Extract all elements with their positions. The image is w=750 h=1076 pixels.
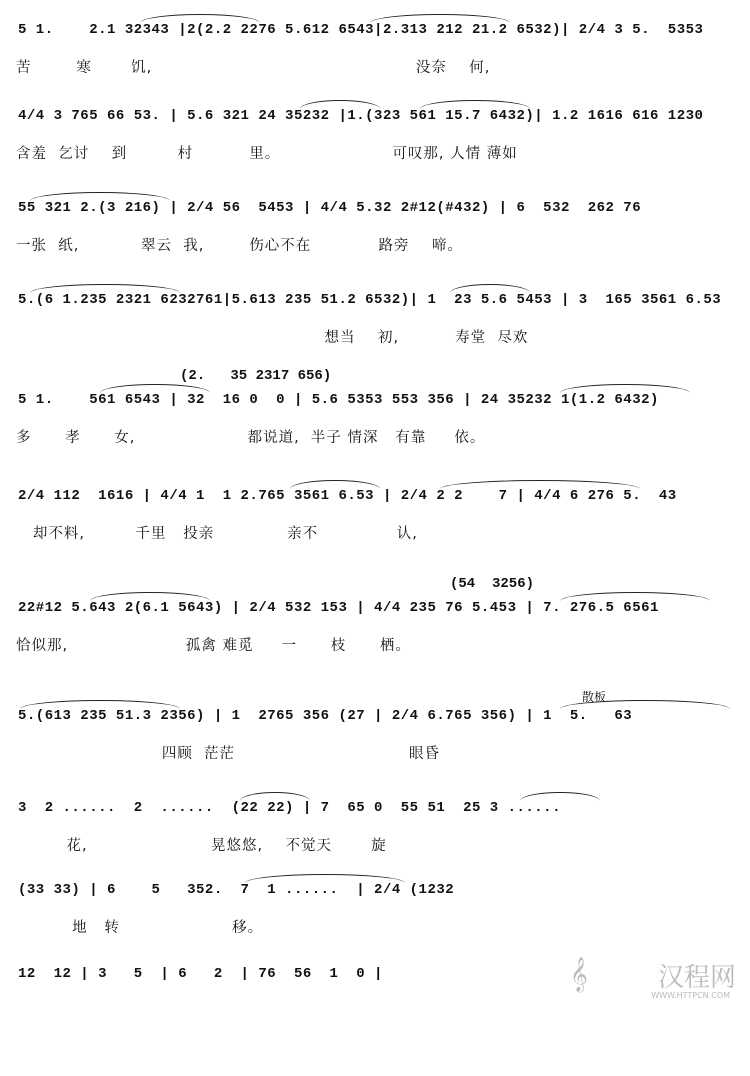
notation-line: 55 321 2.(3 216) | 2/4 56 5453 | 4/4 5.32 2#12(#432) | 6 532 262 76 — [18, 200, 642, 216]
notation-line: 12 12 | 3 5 | 6 2 | 76 56 1 0 | — [18, 966, 383, 982]
lyric-line: 一张 纸, 翠云 我, 伤心不在 路旁 啼。 — [16, 238, 463, 254]
lyric-line: 四顾 茫茫 眼昏 — [16, 746, 440, 762]
lyric-line: 却不料, 千里 投亲 亲不 认, — [16, 526, 418, 542]
watermark-url: WWW.HTTPCN.COM — [651, 991, 730, 1000]
instrumental-interlude: (2. 35 2317 656) — [180, 368, 332, 384]
lyric-line: 含羞 乞讨 到 村 里。 可叹那, 人情 薄如 — [16, 146, 518, 162]
lyric-line: 想当 初, 寿堂 尽欢 — [16, 330, 529, 346]
notation-line: 5.(613 235 51.3 2356) | 1 2765 356 (27 | 2/4 6.765 356) | 1 5. 63 — [18, 708, 633, 724]
notation-line: 2/4 112 1616 | 4/4 1 1 2.765 3561 6.53 | 2/4 2 2 7 | 4/4 6 276 5. 43 — [18, 488, 677, 504]
lyric-line: 多 孝 女, 都说道, 半子 情深 有靠 依。 — [16, 430, 486, 446]
treble-clef-icon: 𝄞 — [570, 957, 588, 992]
notation-line: 5 1. 561 6543 | 32 16 0 0 | 5.6 5353 553 356 | 24 35232 1(1.2 6432) — [18, 392, 659, 408]
notation-line: 22#12 5.643 2(6.1 5643) | 2/4 532 153 | 4/4 235 76 5.453 | 7. 276.5 6561 — [18, 600, 659, 616]
notation-line: 5 1. 2.1 32343 |2(2.2 2276 5.612 6543|2.313 212 21.2 6532)| 2/4 3 5. 5353 — [18, 22, 704, 38]
instrumental-interlude: (54 3256) — [450, 576, 535, 592]
site-watermark — [566, 957, 736, 1007]
score-system-6 — [0, 488, 750, 598]
watermark-name: 汉程网 — [657, 963, 736, 993]
notation-line: 5.(6 1.235 2321 6232761|5.613 235 51.2 6532)| 1 23 5.6 5453 | 3 165 3561 6.53 — [18, 292, 722, 308]
lyric-line: 苦 寒 饥, 没奈 何, — [16, 60, 491, 76]
lyric-line: 花, 晃悠悠, 不觉天 旋 — [16, 838, 387, 854]
lyric-line: 地 转 移。 — [16, 920, 264, 936]
notation-line: 3 2 ...... 2 ...... (22 22) | 7 65 0 55 51 25 3 ...... — [18, 800, 561, 816]
notation-line: 4/4 3 765 66 53. | 5.6 321 24 35232 |1.(323 561 15.7 6432)| 1.2 1616 616 1230 — [18, 108, 704, 124]
score-system-7 — [0, 576, 750, 710]
notation-line: (33 33) | 6 5 352. 7 1 ...... | 2/4 (1232 — [18, 882, 455, 898]
tempo-marking: 散板 — [582, 690, 607, 704]
lyric-line: 恰似那, 孤禽 难觅 一 枝 栖。 — [16, 638, 411, 654]
